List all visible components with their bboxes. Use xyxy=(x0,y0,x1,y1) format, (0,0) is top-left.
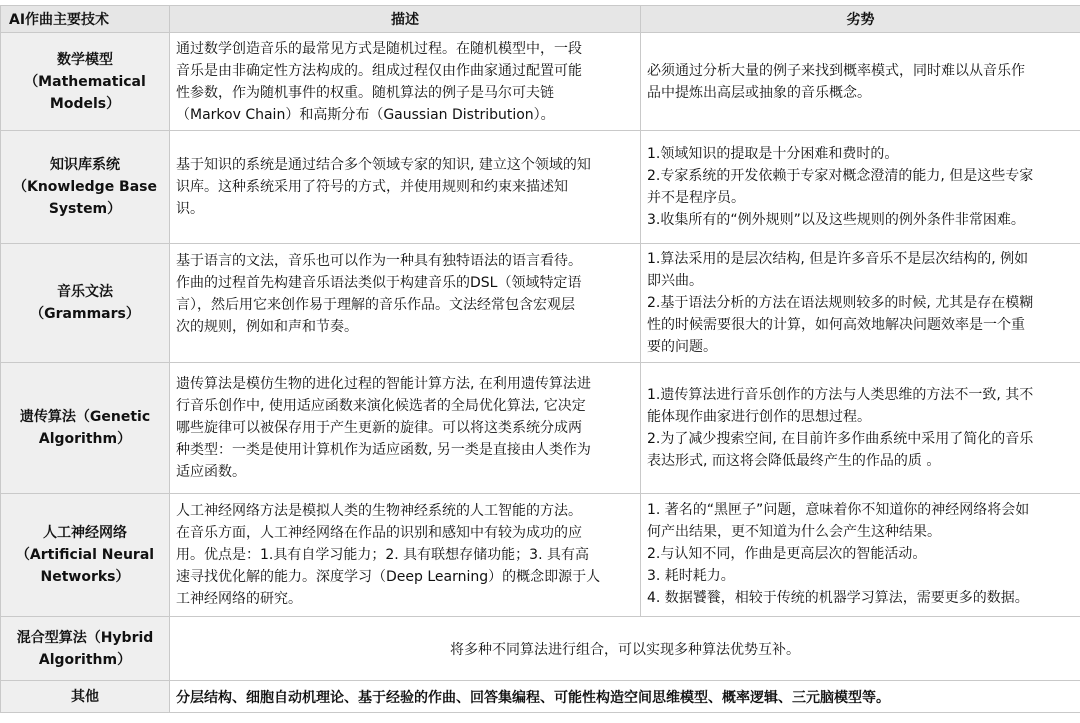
table-row xyxy=(1,681,1080,713)
row-weakness xyxy=(641,363,1080,494)
description-line: 识。 xyxy=(176,201,204,217)
row-description xyxy=(170,131,641,244)
description-line: 遗传算法是模仿生物的进化过程的智能计算方法, 在利用遗传算法进 xyxy=(176,376,591,392)
table-row xyxy=(1,244,1080,363)
description-line: 次的规则，例如和声和节奏。 xyxy=(176,319,358,335)
technique-name-zh: 数学模型 xyxy=(57,51,113,68)
technique-name-en: （Artificial Neural xyxy=(15,547,155,563)
technique-name-zh: 音乐文法 xyxy=(57,284,113,300)
technique-name-en: Algorithm） xyxy=(38,651,132,668)
header-weakness: 劣势 xyxy=(641,6,1080,33)
row-weakness xyxy=(641,494,1080,617)
description-line: （Markov Chain）和高斯分布（Gaussian Distribution）。 xyxy=(176,106,555,123)
weakness-line: 必须通过分析大量的例子来找到概率模式，同时难以从音乐作 xyxy=(647,62,1025,79)
description-line: 行音乐创作中, 使用适应函数来演化候选者的全局优化算法, 它决定 xyxy=(176,398,586,414)
description-line: 哪些旋律可以被保存用于产生更新的旋律。可以将这类系统分成两 xyxy=(176,420,582,436)
header-tech: AI作曲主要技术 xyxy=(1,6,170,33)
weakness-line: 4. 数据饕餮，相较于传统的机器学习算法，需要更多的数据。 xyxy=(647,590,1029,606)
weakness-line: 品中提炼出高层或抽象的音乐概念。 xyxy=(647,84,871,101)
description-line: 识库。这种系统采用了符号的方式，并使用规则和约束来描述知 xyxy=(176,179,568,195)
table-header-row xyxy=(1,6,1080,33)
weakness-line: 即兴曲。 xyxy=(647,273,703,289)
table-row xyxy=(1,131,1080,244)
weakness-line: 性的时候需要很大的计算，如何高效地解决问题效率是一个重 xyxy=(647,317,1025,333)
weakness-line: 2.基于语法分析的方法在语法规则较多的时候, 尤其是存在模糊 xyxy=(647,295,1034,311)
row-description xyxy=(170,33,641,131)
technique-name-zh: 人工神经网络 xyxy=(43,525,127,541)
technique-name-zh: 混合型算法（Hybrid xyxy=(16,629,154,646)
weakness-line: 1.遗传算法进行音乐创作的方法与人类思维的方法不一致, 其不 xyxy=(647,387,1034,403)
row-technique xyxy=(1,244,170,363)
table-row xyxy=(1,617,1080,681)
row-description xyxy=(170,494,641,617)
row-weakness xyxy=(641,244,1080,363)
technique-name-en-2: Networks） xyxy=(40,569,130,585)
row-description xyxy=(170,363,641,494)
table-row xyxy=(1,494,1080,617)
weakness-line: 2.与认知不同，作曲是更高层次的智能活动。 xyxy=(647,546,927,562)
row-weakness xyxy=(641,33,1080,131)
weakness-line: 要的问题。 xyxy=(647,339,717,355)
table-row xyxy=(1,33,1080,131)
technique-name-en-2: Models） xyxy=(49,95,121,112)
technique-name-en: Algorithm） xyxy=(38,431,132,447)
row-technique xyxy=(1,617,170,681)
technique-name-en: （Grammars） xyxy=(30,306,140,322)
description-line: 性参数，作为随机事件的权重。随机算法的例子是马尔可夫链 xyxy=(176,84,554,101)
technique-name-zh: 知识库系统 xyxy=(50,157,120,173)
ai-composition-table xyxy=(0,5,1080,713)
hybrid-description: 将多种不同算法进行组合，可以实现多种算法优势互补。 xyxy=(170,617,1080,681)
description-line: 通过数学创造音乐的最常见方式是随机过程。在随机模型中，一段 xyxy=(176,40,582,57)
description-line: 基于语言的文法，音乐也可以作为一种具有独特语法的语言看待。 xyxy=(176,253,582,269)
description-line: 人工神经网络方法是模拟人类的生物神经系统的人工智能的方法。 xyxy=(176,503,582,519)
weakness-line: 3. 耗时耗力。 xyxy=(647,568,735,584)
weakness-line: 表达形式, 而这将会降低最终产生的作品的质 。 xyxy=(647,453,941,469)
weakness-line: 能体现作曲家进行创作的思想过程。 xyxy=(647,409,871,425)
weakness-line: 1.领域知识的提取是十分困难和费时的。 xyxy=(647,146,899,162)
weakness-line: 并不是程序员。 xyxy=(647,190,745,206)
row-technique: 其他 xyxy=(1,681,170,713)
weakness-line: 1. 著名的“黑匣子”问题，意味着你不知道你的神经网络将会如 xyxy=(647,502,1030,518)
description-line: 速寻找优化解的能力。深度学习（Deep Learning）的概念即源于人 xyxy=(176,569,601,585)
weakness-line: 2.为了减少搜索空间, 在目前许多作曲系统中采用了简化的音乐 xyxy=(647,431,1034,447)
row-technique xyxy=(1,33,170,131)
header-description: 描述 xyxy=(170,6,641,33)
technique-name-zh: 遗传算法（Genetic xyxy=(19,409,151,425)
description-line: 作曲的过程首先构建音乐语法类似于构建音乐的DSL（领域特定语 xyxy=(176,275,582,291)
row-weakness xyxy=(641,131,1080,244)
weakness-line: 1.算法采用的是层次结构, 但是许多音乐不是层次结构的, 例如 xyxy=(647,251,1029,267)
other-description: 分层结构、细胞自动机理论、基于经验的作曲、回答集编程、可能性构造空间思维模型、概率逻辑、三元脑模型等。 xyxy=(170,681,1080,713)
description-line: 种类型：一类是使用计算机作为适应函数, 另一类是直接由人类作为 xyxy=(176,442,591,458)
technique-name-en-2: System） xyxy=(48,201,122,217)
description-line: 音乐是由非确定性方法构成的。组成过程仅由作曲家通过配置可能 xyxy=(176,62,582,79)
description-line: 适应函数。 xyxy=(176,464,246,480)
weakness-line: 2.专家系统的开发依赖于专家对概念澄清的能力, 但是这些专家 xyxy=(647,168,1034,184)
description-line: 在音乐方面，人工神经网络在作品的识别和感知中有较为成功的应 xyxy=(176,525,582,541)
description-line: 工神经网络的研究。 xyxy=(176,591,302,607)
row-technique xyxy=(1,494,170,617)
description-line: 用。优点是：1.具有自学习能力；2. 具有联想存储功能；3. 具有高 xyxy=(176,547,589,563)
row-technique xyxy=(1,363,170,494)
table-row xyxy=(1,363,1080,494)
description-line: 基于知识的系统是通过结合多个领域专家的知识, 建立这个领域的知 xyxy=(176,157,591,173)
technique-name-en: （Knowledge Base xyxy=(12,179,158,195)
weakness-line: 3.收集所有的“例外规则”以及这些规则的例外条件非常困难。 xyxy=(647,212,1025,228)
row-technique xyxy=(1,131,170,244)
technique-name-en: （Mathematical xyxy=(24,73,146,90)
description-line: 言），然后用它来创作易于理解的音乐作品。文法经常包含宏观层 xyxy=(176,297,575,313)
weakness-line: 何产出结果，更不知道为什么会产生这种结果。 xyxy=(647,524,941,540)
row-description xyxy=(170,244,641,363)
